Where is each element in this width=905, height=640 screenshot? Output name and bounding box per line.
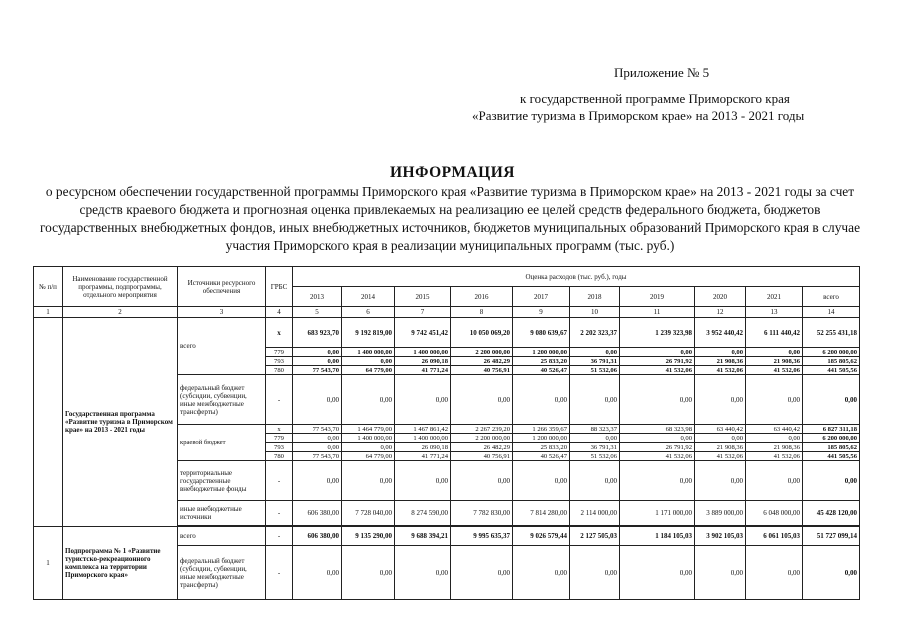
value-cell: 88 323,37 xyxy=(570,425,620,434)
value-cell: 40 756,91 xyxy=(451,366,513,375)
value-cell: 0,00 xyxy=(570,461,620,501)
value-cell: 0,00 xyxy=(570,348,620,357)
value-cell: 0,00 xyxy=(342,375,395,425)
value-cell: 40 526,47 xyxy=(513,366,570,375)
index-cell: 8 xyxy=(451,307,513,318)
value-cell: 0,00 xyxy=(395,546,451,600)
value-cell: 26 791,92 xyxy=(620,357,695,366)
value-cell: 40 756,91 xyxy=(451,452,513,461)
grbs-cell: 793 xyxy=(266,443,293,452)
index-cell: 14 xyxy=(803,307,860,318)
value-cell: 77 543,70 xyxy=(293,366,342,375)
grbs-cell: 780 xyxy=(266,366,293,375)
value-cell: 0,00 xyxy=(620,546,695,600)
header-year: 2014 xyxy=(342,287,395,307)
value-cell: 64 779,00 xyxy=(342,366,395,375)
value-cell: 26 791,92 xyxy=(620,443,695,452)
grbs-cell: 793 xyxy=(266,357,293,366)
header-year: 2019 xyxy=(620,287,695,307)
value-cell: 0,00 xyxy=(570,434,620,443)
value-cell: 21 908,36 xyxy=(746,357,803,366)
value-cell: 1 400 000,00 xyxy=(395,348,451,357)
value-cell: 64 779,00 xyxy=(342,452,395,461)
header-num: № п/п xyxy=(34,267,63,307)
header-grbs: ГРБС xyxy=(266,267,293,307)
value-cell: 26 482,29 xyxy=(451,357,513,366)
value-cell: 7 728 040,00 xyxy=(342,501,395,526)
grbs-cell: - xyxy=(266,461,293,501)
value-cell: 441 505,56 xyxy=(803,452,860,461)
value-cell: 0,00 xyxy=(620,434,695,443)
program-name: Государственная программа «Развитие туризма в Приморском крае» на 2013 - 2021 годы xyxy=(63,318,178,527)
value-cell: 2 127 505,03 xyxy=(570,527,620,546)
value-cell: 1 400 000,00 xyxy=(342,348,395,357)
value-cell: 0,00 xyxy=(803,546,860,600)
source-territorial: территориальные государственные внебюджетные фонды xyxy=(178,461,266,501)
source-federal: федеральный бюджет (субсидии, субвенции, иные межбюджетные трансферты) xyxy=(178,375,266,425)
value-cell: 36 791,31 xyxy=(570,357,620,366)
value-cell: 9 026 579,44 xyxy=(513,527,570,546)
value-cell: 0,00 xyxy=(746,434,803,443)
value-cell: 9 192 819,00 xyxy=(342,318,395,348)
index-cell: 5 xyxy=(293,307,342,318)
index-cell: 13 xyxy=(746,307,803,318)
value-cell: 0,00 xyxy=(570,546,620,600)
source-regional: краевой бюджет xyxy=(178,425,266,461)
value-cell: 6 200 000,00 xyxy=(803,348,860,357)
grbs-cell: 779 xyxy=(266,348,293,357)
index-cell: 11 xyxy=(620,307,695,318)
value-cell: 1 400 000,00 xyxy=(395,434,451,443)
header-total: всего xyxy=(803,287,860,307)
header-year: 2015 xyxy=(395,287,451,307)
source-total: всего xyxy=(178,318,266,375)
index-cell: 10 xyxy=(570,307,620,318)
value-cell: 0,00 xyxy=(342,461,395,501)
value-cell: 683 923,70 xyxy=(293,318,342,348)
grbs-cell: - xyxy=(266,527,293,546)
source-other: иные внебюджетные источники xyxy=(178,501,266,526)
value-cell: 0,00 xyxy=(342,443,395,452)
value-cell: 6 111 440,42 xyxy=(746,318,803,348)
value-cell: 9 742 451,42 xyxy=(395,318,451,348)
value-cell: 606 380,00 xyxy=(293,527,342,546)
value-cell: 41 532,06 xyxy=(695,452,746,461)
value-cell: 0,00 xyxy=(695,434,746,443)
value-cell: 41 532,06 xyxy=(746,452,803,461)
resource-table xyxy=(33,266,860,600)
grbs-cell: - xyxy=(266,501,293,526)
appendix-number: Приложение № 5 xyxy=(614,65,710,80)
source-federal: федеральный бюджет (субсидии, субвенции, иные межбюджетные трансферты) xyxy=(178,546,266,600)
value-cell: 0,00 xyxy=(803,461,860,501)
value-cell: 6 827 311,18 xyxy=(803,425,860,434)
header-year: 2016 xyxy=(451,287,513,307)
header-year: 2013 xyxy=(293,287,342,307)
grbs-cell: x xyxy=(266,318,293,348)
value-cell: 1 266 359,67 xyxy=(513,425,570,434)
value-cell: 0,00 xyxy=(293,375,342,425)
value-cell: 25 833,20 xyxy=(513,443,570,452)
value-cell: 0,00 xyxy=(293,348,342,357)
index-cell: 2 xyxy=(63,307,178,318)
value-cell: 0,00 xyxy=(395,461,451,501)
document-subtitle: о ресурсном обеспечении государственной программы Приморского края «Развитие туризма в Приморском крае» на 2013 - 2021 годы за счет средств краевого бюджета и прогнозная оценка привлекаемых на реализацию ее целей средств федерального бюджета, бюджетов государственных внебюджетных фондов, иных внебюджетных источников, бюджетов муниципальных образований Приморского края в случае участия Приморского края в реализации муниципальных программ (тыс. руб.) xyxy=(39,184,861,253)
grbs-cell: x xyxy=(266,425,293,434)
grbs-cell: 779 xyxy=(266,434,293,443)
value-cell: 21 908,36 xyxy=(695,357,746,366)
subprogram-num: 1 xyxy=(34,527,63,600)
value-cell: 9 135 290,00 xyxy=(342,527,395,546)
value-cell: 36 791,31 xyxy=(570,443,620,452)
value-cell: 3 902 105,03 xyxy=(695,527,746,546)
value-cell: 10 050 069,20 xyxy=(451,318,513,348)
value-cell: 0,00 xyxy=(342,546,395,600)
document-title: ИНФОРМАЦИЯ xyxy=(390,164,515,181)
value-cell: 2 200 000,00 xyxy=(451,348,513,357)
value-cell: 41 532,06 xyxy=(746,366,803,375)
grbs-cell: - xyxy=(266,546,293,600)
index-cell: 12 xyxy=(695,307,746,318)
header-year: 2017 xyxy=(513,287,570,307)
value-cell: 77 543,70 xyxy=(293,425,342,434)
value-cell: 52 255 431,18 xyxy=(803,318,860,348)
value-cell: 0,00 xyxy=(451,375,513,425)
header-name: Наименование государственной программы, подпрограммы, отдельного мероприятия xyxy=(63,267,178,307)
value-cell: 9 995 635,37 xyxy=(451,527,513,546)
index-cell: 7 xyxy=(395,307,451,318)
value-cell: 25 833,20 xyxy=(513,357,570,366)
header-year: 2018 xyxy=(570,287,620,307)
table-row xyxy=(34,527,860,546)
value-cell: 0,00 xyxy=(293,546,342,600)
value-cell: 1 467 861,42 xyxy=(395,425,451,434)
index-cell: 4 xyxy=(266,307,293,318)
value-cell: 21 908,36 xyxy=(695,443,746,452)
value-cell: 1 184 105,03 xyxy=(620,527,695,546)
value-cell: 26 482,29 xyxy=(451,443,513,452)
value-cell: 185 805,62 xyxy=(803,443,860,452)
value-cell: 0,00 xyxy=(451,546,513,600)
value-cell: 0,00 xyxy=(620,375,695,425)
value-cell: 0,00 xyxy=(513,546,570,600)
value-cell: 0,00 xyxy=(513,375,570,425)
value-cell: 1 200 000,00 xyxy=(513,348,570,357)
value-cell: 2 114 000,00 xyxy=(570,501,620,526)
appendix-program-ref: к государственной программе Приморского края xyxy=(520,91,790,106)
value-cell: 51 532,06 xyxy=(570,452,620,461)
value-cell: 63 440,42 xyxy=(746,425,803,434)
value-cell: 1 200 000,00 xyxy=(513,434,570,443)
value-cell: 0,00 xyxy=(695,375,746,425)
subprogram-name: Подпрограмма № 1 «Развитие туристско-рекреационного комплекса на территории Приморского края» xyxy=(63,527,178,600)
value-cell: 2 200 000,00 xyxy=(451,434,513,443)
value-cell: 3 952 440,42 xyxy=(695,318,746,348)
value-cell: 1 400 000,00 xyxy=(342,434,395,443)
value-cell: 185 805,62 xyxy=(803,357,860,366)
value-cell: 1 171 000,00 xyxy=(620,501,695,526)
value-cell: 0,00 xyxy=(293,434,342,443)
value-cell: 0,00 xyxy=(570,375,620,425)
value-cell: 0,00 xyxy=(620,461,695,501)
program-num-cell xyxy=(34,318,63,527)
value-cell: 63 440,42 xyxy=(695,425,746,434)
value-cell: 0,00 xyxy=(695,348,746,357)
index-cell: 6 xyxy=(342,307,395,318)
value-cell: 2 267 239,20 xyxy=(451,425,513,434)
value-cell: 1 239 323,98 xyxy=(620,318,695,348)
value-cell: 9 080 639,67 xyxy=(513,318,570,348)
value-cell: 9 688 394,21 xyxy=(395,527,451,546)
value-cell: 41 771,24 xyxy=(395,366,451,375)
value-cell: 51 532,06 xyxy=(570,366,620,375)
value-cell: 40 526,47 xyxy=(513,452,570,461)
value-cell: 0,00 xyxy=(342,357,395,366)
value-cell: 0,00 xyxy=(451,461,513,501)
value-cell: 606 380,00 xyxy=(293,501,342,526)
value-cell: 51 727 099,14 xyxy=(803,527,860,546)
value-cell: 7 782 830,00 xyxy=(451,501,513,526)
value-cell: 6 200 000,00 xyxy=(803,434,860,443)
value-cell: 6 061 105,03 xyxy=(746,527,803,546)
index-cell: 1 xyxy=(34,307,63,318)
source-total: всего xyxy=(178,527,266,546)
header-year: 2021 xyxy=(746,287,803,307)
value-cell: 0,00 xyxy=(746,375,803,425)
value-cell: 68 323,98 xyxy=(620,425,695,434)
value-cell: 26 090,18 xyxy=(395,443,451,452)
value-cell: 7 814 280,00 xyxy=(513,501,570,526)
value-cell: 0,00 xyxy=(395,375,451,425)
header-year: 2020 xyxy=(695,287,746,307)
value-cell: 0,00 xyxy=(513,461,570,501)
appendix-program-name: «Развитие туризма в Приморском крае» на 2013 - 2021 годы xyxy=(472,108,805,123)
value-cell: 0,00 xyxy=(620,348,695,357)
value-cell: 0,00 xyxy=(746,461,803,501)
index-cell: 3 xyxy=(178,307,266,318)
value-cell: 0,00 xyxy=(293,443,342,452)
value-cell: 0,00 xyxy=(695,546,746,600)
value-cell: 0,00 xyxy=(293,461,342,501)
value-cell: 41 771,24 xyxy=(395,452,451,461)
value-cell: 45 428 120,00 xyxy=(803,501,860,526)
value-cell: 0,00 xyxy=(803,375,860,425)
value-cell: 0,00 xyxy=(293,357,342,366)
value-cell: 77 543,70 xyxy=(293,452,342,461)
value-cell: 6 048 000,00 xyxy=(746,501,803,526)
grbs-cell: - xyxy=(266,375,293,425)
index-cell: 9 xyxy=(513,307,570,318)
grbs-cell: 780 xyxy=(266,452,293,461)
value-cell: 0,00 xyxy=(695,461,746,501)
value-cell: 41 532,06 xyxy=(695,366,746,375)
value-cell: 0,00 xyxy=(746,348,803,357)
value-cell: 3 889 000,00 xyxy=(695,501,746,526)
value-cell: 8 274 590,00 xyxy=(395,501,451,526)
header-source: Источники ресурсного обеспечения xyxy=(178,267,266,307)
table-row xyxy=(34,318,860,348)
value-cell: 2 202 323,37 xyxy=(570,318,620,348)
value-cell: 0,00 xyxy=(746,546,803,600)
value-cell: 41 532,06 xyxy=(620,366,695,375)
value-cell: 41 532,06 xyxy=(620,452,695,461)
value-cell: 1 464 779,00 xyxy=(342,425,395,434)
header-estimate: Оценка расходов (тыс. руб.), годы xyxy=(293,267,860,287)
value-cell: 21 908,36 xyxy=(746,443,803,452)
value-cell: 441 505,56 xyxy=(803,366,860,375)
value-cell: 26 090,18 xyxy=(395,357,451,366)
